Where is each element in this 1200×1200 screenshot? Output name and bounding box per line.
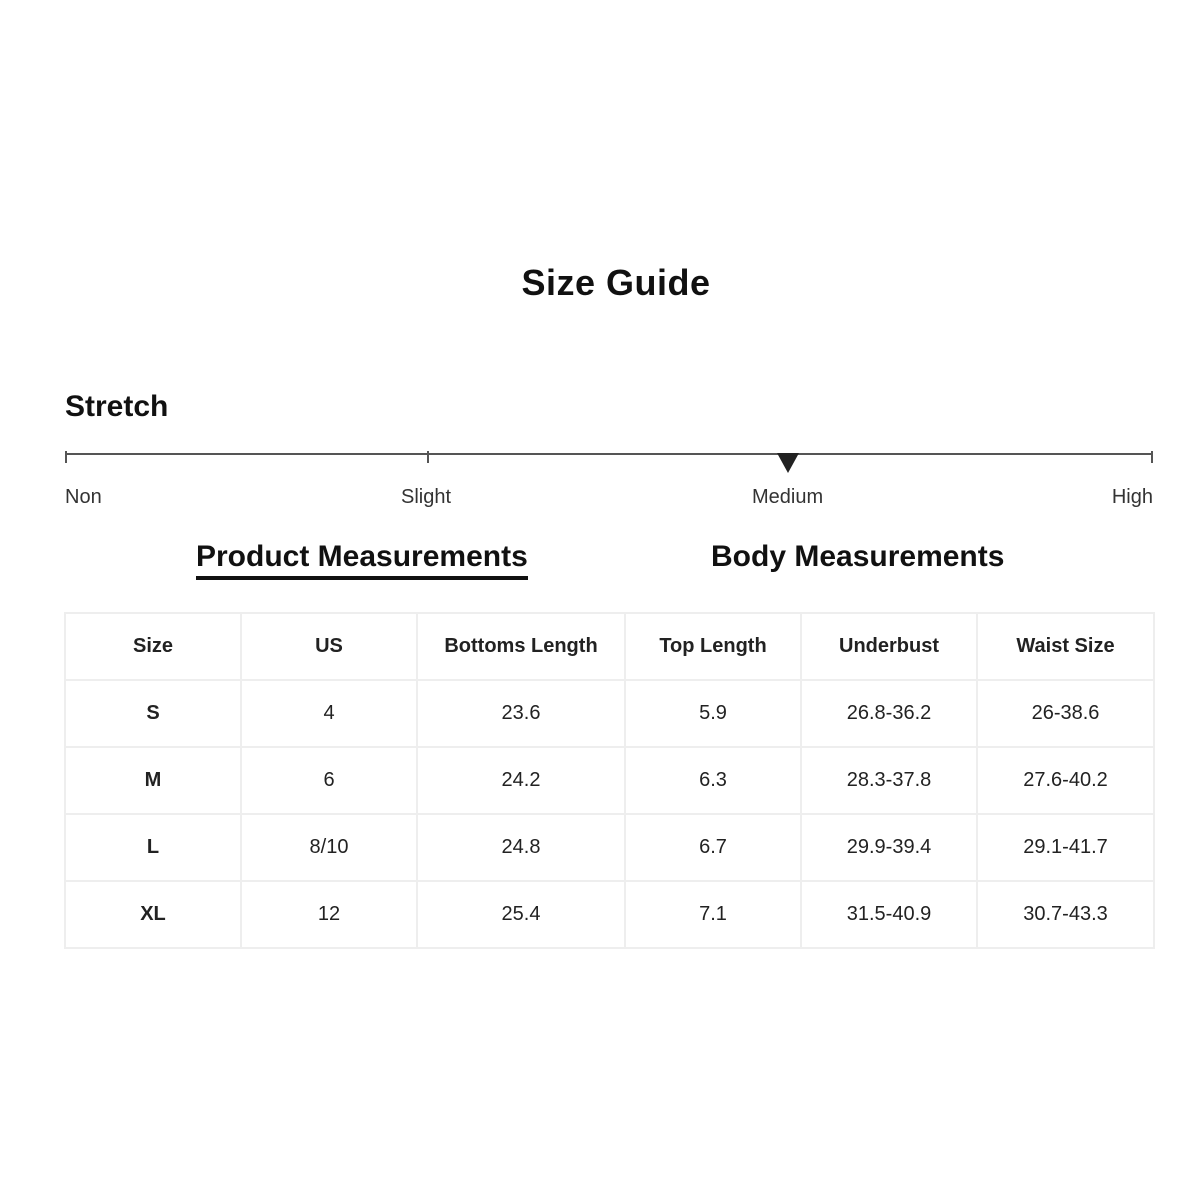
bottoms-length-cell: 24.2	[417, 747, 625, 814]
underbust-cell: 29.9-39.4	[801, 814, 977, 881]
stretch-scale-line	[65, 453, 1153, 455]
top-length-cell: 6.7	[625, 814, 801, 881]
stretch-scale	[65, 448, 1153, 508]
waist-size-cell: 27.6-40.2	[977, 747, 1154, 814]
bottoms-length-cell: 23.6	[417, 680, 625, 747]
stretch-label: Stretch	[65, 390, 169, 423]
stretch-level-non: Non	[65, 486, 102, 508]
underbust-cell: 28.3-37.8	[801, 747, 977, 814]
stretch-tick-high	[1151, 451, 1153, 463]
bottoms-length-cell: 24.8	[417, 814, 625, 881]
bottoms-length-cell: 25.4	[417, 881, 625, 948]
table-row	[65, 814, 1154, 881]
size-cell: S	[65, 680, 241, 747]
table-row	[65, 680, 1154, 747]
us-cell: 12	[241, 881, 417, 948]
column-header-top-length: Top Length	[625, 613, 801, 680]
top-length-cell: 6.3	[625, 747, 801, 814]
size-cell: XL	[65, 881, 241, 948]
size-cell: M	[65, 747, 241, 814]
stretch-level-slight: Slight	[401, 486, 452, 508]
stretch-selected-marker-icon	[777, 453, 799, 473]
column-header-us: US	[241, 613, 417, 680]
table-header-row	[65, 613, 1154, 680]
column-header-bottoms-length: Bottoms Length	[417, 613, 625, 680]
stretch-tick-non	[65, 451, 67, 463]
waist-size-cell: 30.7-43.3	[977, 881, 1154, 948]
table-row	[65, 747, 1154, 814]
tab-body-measurements[interactable]: Body Measurements	[711, 540, 1005, 573]
page-title: Size Guide	[521, 262, 711, 303]
us-cell: 6	[241, 747, 417, 814]
waist-size-cell: 29.1-41.7	[977, 814, 1154, 881]
underbust-cell: 26.8-36.2	[801, 680, 977, 747]
stretch-level-medium: Medium	[752, 486, 824, 508]
table-row	[65, 881, 1154, 948]
size-table	[64, 612, 1155, 949]
us-cell: 4	[241, 680, 417, 747]
size-cell: L	[65, 814, 241, 881]
column-header-size: Size	[65, 613, 241, 680]
top-length-cell: 7.1	[625, 881, 801, 948]
stretch-level-high: High	[1111, 486, 1153, 508]
us-cell: 8/10	[241, 814, 417, 881]
top-length-cell: 5.9	[625, 680, 801, 747]
underbust-cell: 31.5-40.9	[801, 881, 977, 948]
waist-size-cell: 26-38.6	[977, 680, 1154, 747]
column-header-waist-size: Waist Size	[977, 613, 1154, 680]
column-header-underbust: Underbust	[801, 613, 977, 680]
tab-product-measurements[interactable]: Product Measurements	[196, 540, 528, 580]
stretch-tick-slight	[427, 451, 429, 463]
